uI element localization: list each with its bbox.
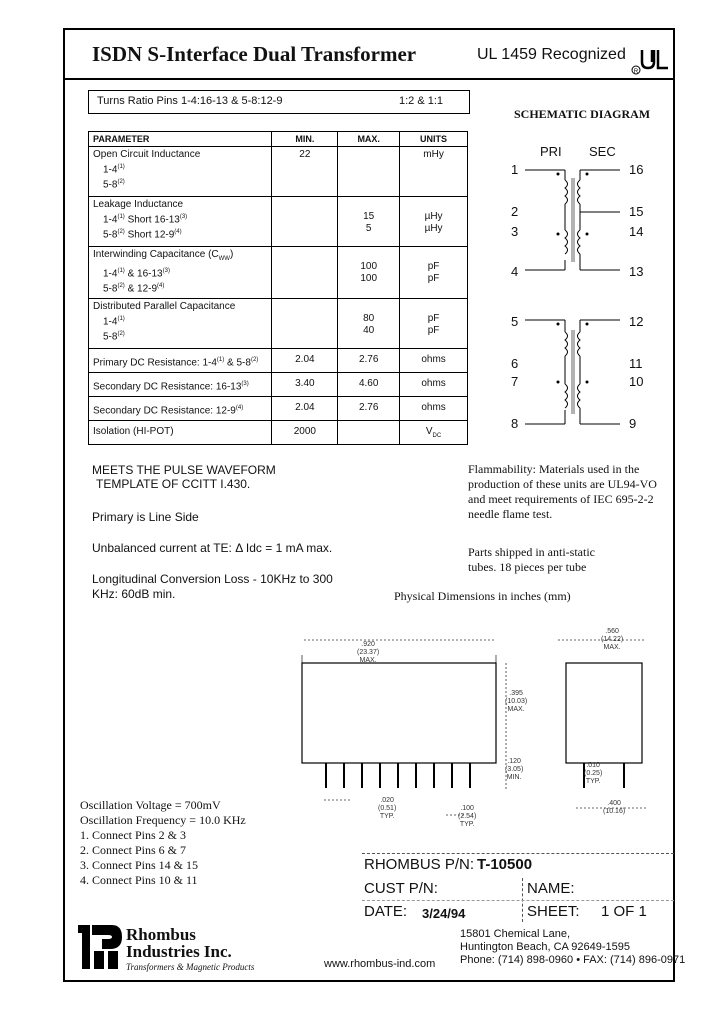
note-pulse-1: MEETS THE PULSE WAVEFORM	[92, 463, 276, 477]
note-parts-shipped	[468, 545, 595, 575]
param-sub: Short 12-9	[127, 229, 175, 241]
max-value	[338, 298, 400, 348]
units-1: pF	[427, 312, 440, 324]
rhombus-pn-value: T-10500	[477, 856, 533, 873]
pin-label: 8	[511, 416, 519, 431]
turns-ratio-value: 1:2 & 1:1	[399, 95, 444, 107]
schematic-pri-label: PRI	[540, 144, 562, 159]
max-value-1: 100	[360, 261, 378, 272]
table-row	[89, 298, 468, 348]
dim-text: (0.25)	[584, 770, 603, 777]
dim-lead-width	[378, 797, 396, 821]
dim-text: (23.37)	[357, 649, 380, 656]
schematic-sec-label: SEC	[589, 144, 616, 159]
subscript: DC	[432, 432, 442, 439]
ul-recognized-text: UL 1459 Recognized	[477, 46, 626, 63]
units-value: ohms	[400, 396, 468, 420]
title-divider	[63, 78, 675, 80]
sheet-value: 1 OF 1	[601, 903, 647, 920]
units-value: ohms	[400, 348, 468, 372]
dim-text: (2.54)	[458, 813, 477, 820]
min-value	[272, 298, 338, 348]
table-row	[89, 420, 468, 444]
dim-text: .100	[460, 805, 474, 812]
dim-text: (10.16)	[603, 808, 626, 815]
note-flammability	[468, 462, 657, 522]
param-sub: 5-8	[103, 331, 118, 343]
ul-logo-icon	[628, 46, 678, 78]
param-text: Secondary DC Resistance: 16-13	[93, 380, 242, 392]
schematic-diagram	[520, 160, 630, 440]
parts-line: tubes. 18 pieces per tube	[468, 560, 587, 574]
units-1: pF	[427, 261, 440, 272]
param-text: Distributed Parallel Capacitance	[93, 300, 236, 312]
footnote: (4)	[174, 229, 182, 236]
connect-note: 2. Connect Pins 6 & 7	[80, 843, 187, 857]
footnote: (3)	[241, 380, 249, 387]
flammability-line: and meet requirements of IEC 695-2-2	[468, 492, 654, 506]
col-header-max: MAX.	[338, 132, 400, 147]
units-2: µHy	[424, 223, 443, 234]
oscillation-voltage: Oscillation Voltage = 700mV	[80, 798, 221, 812]
param-text: Isolation (HI-POT)	[89, 420, 272, 444]
turns-ratio-label: Turns Ratio Pins 1-4:16-13 & 5-8:12-9	[97, 95, 283, 107]
pin-label: 10	[629, 374, 644, 389]
pin-label: 15	[629, 204, 644, 219]
dim-text: (0.51)	[378, 805, 397, 812]
table-row: Interwinding Capacitance $(C_{WW})$ 1-4$^{(1)}$ & 16-13$^{(3)}$ 5-8$^{(2)}$ & 12-9$^{(4)}$ 100 100 pF pF	[89, 247, 468, 299]
page-title: ISDN S-Interface Dual Transformer	[92, 42, 417, 66]
dim-text: MAX.	[507, 706, 525, 713]
dim-text: (3.05)	[505, 766, 524, 773]
pin-label: 13	[629, 264, 644, 279]
table-row	[89, 147, 468, 197]
title-block-divider	[362, 853, 674, 855]
parts-line: Parts shipped in anti-static	[468, 545, 595, 559]
dim-text: .120	[507, 758, 521, 765]
company-tagline: Transformers & Magnetic Products	[126, 962, 255, 972]
footnote: (3)	[179, 214, 188, 220]
footnote: (4)	[235, 404, 244, 411]
pin-label: 14	[629, 224, 644, 239]
company-website[interactable]: www.rhombus-ind.com	[324, 958, 436, 970]
min-value	[272, 247, 338, 299]
pin-label: 5	[511, 314, 519, 329]
max-value: 2.76	[338, 396, 400, 420]
spec-table	[88, 131, 468, 445]
param-text: Leakage Inductance	[93, 199, 184, 210]
param-sub: 1-4	[103, 164, 118, 176]
title-block-divider-2	[362, 900, 674, 902]
schematic-title: SCHEMATIC DIAGRAM	[514, 107, 651, 121]
units-value	[400, 298, 468, 348]
units-value: mHy	[400, 147, 468, 197]
company-address-1: 15801 Chemical Lane,	[460, 928, 571, 940]
dim-pitch	[458, 805, 476, 829]
units-value	[400, 420, 468, 444]
company-phone: Phone: (714) 898-0960 • FAX: (714) 896-0971	[460, 954, 686, 966]
oscillation-frequency: Oscillation Frequency = 10.0 KHz	[80, 813, 246, 827]
rhombus-logo-icon	[78, 925, 122, 971]
param-text: Secondary DC Resistance: 12-9	[93, 404, 236, 416]
dim-text: MAX.	[359, 657, 377, 664]
max-value: 2.76	[338, 348, 400, 372]
dim-text: .560	[605, 628, 619, 635]
units-text: V	[425, 425, 433, 437]
dim-text: .010	[586, 762, 600, 769]
company-name-1: Rhombus	[126, 925, 196, 944]
footnote: (2)	[250, 356, 259, 363]
table-row	[89, 396, 468, 420]
footnote: (2)	[117, 330, 125, 337]
footnote: (2)	[117, 283, 125, 290]
min-value	[272, 197, 338, 247]
dim-text: .920	[361, 641, 375, 648]
date-value: 3/24/94	[422, 906, 466, 921]
param-text: Interwinding Capacitance (C	[93, 249, 219, 260]
max-value: 4.60	[338, 372, 400, 396]
dim-width	[601, 628, 623, 652]
footnote: (3)	[162, 268, 170, 274]
units-2: pF	[427, 324, 440, 336]
dim-text: .400	[607, 800, 621, 807]
units-1: µHy	[424, 211, 443, 222]
physical-dimensions-title: Physical Dimensions in inches (mm)	[394, 589, 571, 603]
dim-text: .020	[380, 797, 394, 804]
footnote: (1)	[117, 315, 125, 322]
pin-label: 3	[511, 224, 519, 239]
table-row	[89, 348, 468, 372]
footnote: (1)	[216, 356, 225, 363]
note-unbalanced: Unbalanced current at TE: Δ Idc = 1 mA max.	[92, 541, 333, 555]
table-row	[89, 197, 468, 247]
param-sub: Short 16-13	[127, 214, 180, 226]
flammability-line: production of these units are UL94-VO	[468, 477, 657, 491]
sheet-label: SHEET:	[527, 903, 580, 920]
footnote: (4)	[157, 283, 165, 290]
col-header-units: UNITS	[400, 132, 468, 147]
pin-label: 1	[511, 162, 519, 177]
dim-row-spacing	[603, 800, 625, 816]
max-value-2: 5	[365, 223, 372, 234]
dim-text: .395	[509, 690, 523, 697]
pin-label: 4	[511, 264, 519, 279]
footnote: (1)	[117, 164, 125, 170]
col-header-min: MIN.	[272, 132, 338, 147]
max-value	[338, 147, 400, 197]
note-longitudinal-1: Longitudinal Conversion Loss - 10KHz to 300	[92, 572, 333, 586]
date-label: DATE:	[364, 903, 408, 920]
dim-height	[505, 690, 527, 714]
min-value: 22	[272, 147, 338, 197]
param-sub: 1-4	[103, 315, 118, 327]
company-name-2: Industries Inc.	[126, 942, 232, 961]
col-header-parameter: PARAMETER	[89, 132, 272, 147]
dim-lead-length	[505, 758, 523, 782]
param-sub: & 16-13	[127, 268, 163, 280]
dim-text: MIN.	[506, 774, 522, 781]
units-2: pF	[427, 273, 440, 284]
param-sub: 5-8	[103, 179, 118, 191]
dim-text: TYP.	[459, 821, 475, 828]
footnote: (2)	[117, 179, 125, 186]
note-primary: Primary is Line Side	[92, 510, 199, 524]
param-text: Open Circuit Inductance	[93, 149, 201, 160]
max-value-2: 40	[363, 324, 375, 336]
flammability-line: Flammability: Materials used in the	[468, 462, 640, 476]
dim-lead-thickness	[584, 762, 602, 786]
max-value-2: 100	[360, 273, 378, 284]
ul-mark-text: R	[633, 69, 639, 75]
min-value: 2000	[272, 420, 338, 444]
param-sub: 5-8	[103, 229, 118, 241]
dim-text: (10.03)	[505, 698, 528, 705]
max-value-1: 80	[363, 312, 375, 324]
param-sub: & 12-9	[127, 283, 158, 295]
footnote: (2)	[117, 229, 125, 236]
name-label: NAME:	[527, 880, 575, 897]
dim-text: (14.22)	[601, 636, 624, 643]
units-value: ohms	[400, 372, 468, 396]
cust-pn-label: CUST P/N:	[364, 880, 438, 897]
note-longitudinal-2: KHz: 60dB min.	[92, 587, 176, 601]
min-value: 2.04	[272, 396, 338, 420]
param-sub: 1-4	[103, 214, 118, 226]
rhombus-pn-label: RHOMBUS P/N:	[364, 856, 475, 873]
connect-note: 3. Connect Pins 14 & 15	[80, 858, 199, 872]
company-address-2: Huntington Beach, CA 92649-1595	[460, 941, 631, 953]
max-value	[338, 197, 400, 247]
pin-label: 12	[629, 314, 644, 329]
pin-label: 6	[511, 356, 519, 371]
flammability-line: needle flame test.	[468, 507, 553, 521]
dim-length	[357, 641, 379, 665]
connect-note: 1. Connect Pins 2 & 3	[80, 828, 187, 842]
footnote: (1)	[117, 268, 125, 274]
param-sub: 1-4	[103, 268, 118, 280]
table-row	[89, 372, 468, 396]
pin-label: 16	[629, 162, 644, 177]
turns-ratio-box	[88, 90, 470, 114]
max-value	[338, 247, 400, 299]
pin-label: 9	[629, 416, 637, 431]
dim-text: MAX.	[603, 644, 621, 651]
param-sub: & 5-8	[227, 356, 251, 368]
subscript: WW	[218, 256, 230, 262]
param-text: Primary DC Resistance: 1-4	[93, 356, 217, 368]
note-pulse-2: TEMPLATE OF CCITT I.430.	[96, 477, 251, 491]
units-value	[400, 247, 468, 299]
connect-note: 4. Connect Pins 10 & 11	[80, 873, 198, 887]
oscillation-block	[80, 798, 246, 888]
pin-label: 7	[511, 374, 519, 389]
max-value	[338, 420, 400, 444]
pin-label: 2	[511, 204, 519, 219]
table-header-row	[89, 132, 468, 147]
min-value: 3.40	[272, 372, 338, 396]
pin-label: 11	[629, 356, 643, 371]
dim-text: TYP.	[379, 813, 395, 820]
footnote: (1)	[117, 214, 125, 220]
min-value: 2.04	[272, 348, 338, 372]
param-sub: 5-8	[103, 283, 118, 295]
max-value-1: 15	[363, 211, 375, 222]
units-value	[400, 197, 468, 247]
dim-text: TYP.	[585, 778, 601, 785]
